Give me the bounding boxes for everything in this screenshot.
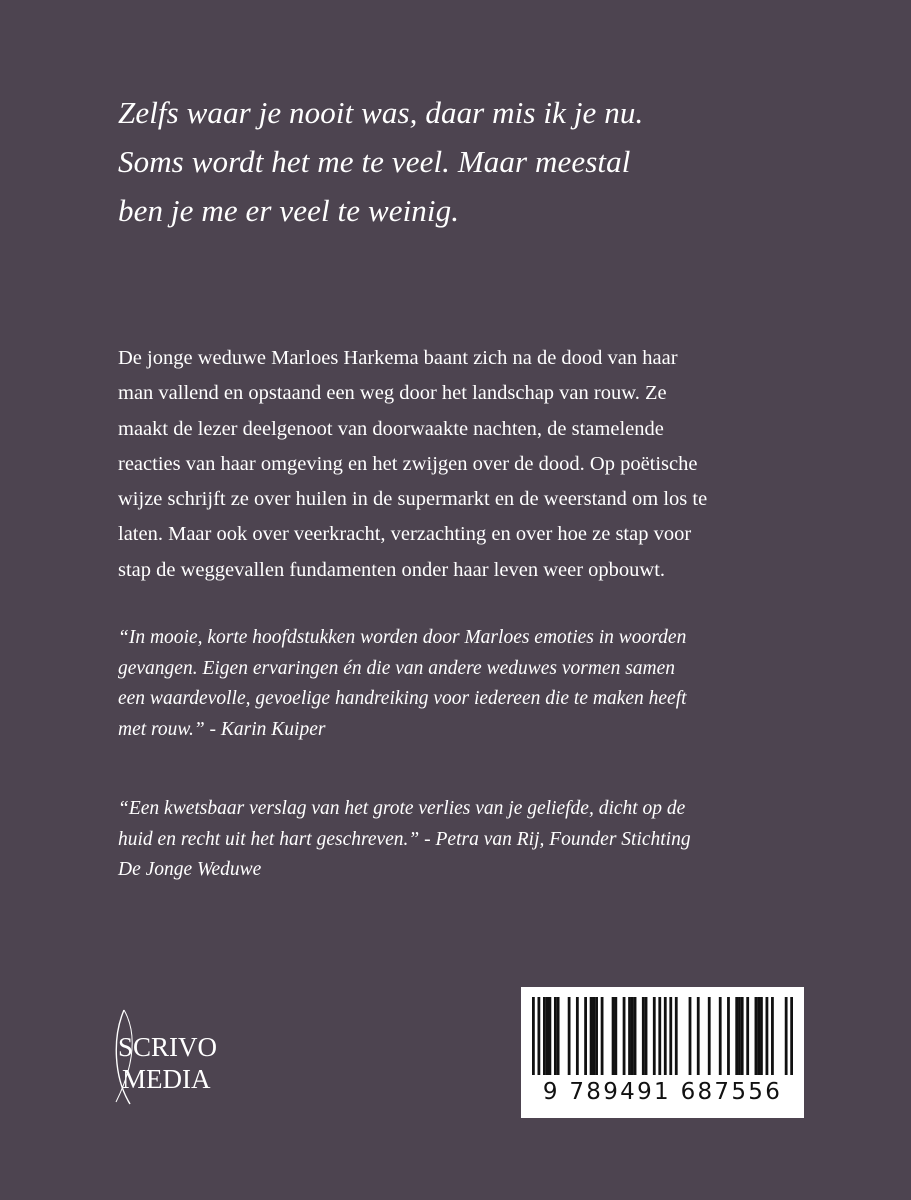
barcode-bar [741, 997, 744, 1075]
tagline-line: Zelfs waar je nooit was, daar mis ik je nu. [118, 95, 644, 130]
barcode-bar [771, 997, 774, 1075]
blurb [118, 341, 858, 588]
tagline [118, 88, 838, 235]
barcode-bar [612, 997, 615, 1075]
blurb-line: maakt de lezer deelgenoot van doorwaakte nachten, de stamelende [118, 417, 664, 440]
barcode-bar [746, 997, 749, 1075]
barcode-bar [675, 997, 678, 1075]
quote-line: “Een kwetsbaar verslag van het grote verlies van je geliefde, dicht op de [118, 798, 686, 819]
blurb-line: stap de weggevallen fundamenten onder haar leven weer opbouwt. [118, 558, 666, 581]
logo-line2: MEDIA [122, 1064, 211, 1094]
barcode-bar [614, 997, 617, 1075]
barcode-bar [628, 997, 631, 1075]
quote-line: “In mooie, korte hoofdstukken worden door Marloes emoties in woorden [118, 627, 687, 648]
barcode-bar [708, 997, 711, 1075]
barcode-bar [532, 997, 535, 1075]
barcode-bar [557, 997, 560, 1075]
barcode-bars-icon [532, 997, 793, 1075]
barcode-bar [645, 997, 648, 1075]
tagline-line: ben je me er veel te weinig. [118, 193, 460, 228]
blurb-line: man vallend en opstaand een weg door het landschap van rouw. Ze [118, 382, 667, 405]
scrivo-media-logo-icon [110, 1008, 250, 1108]
blurb-line: wijze schrijft ze over huilen in de supermarkt en de weerstand om los te [118, 488, 708, 511]
barcode-bar [689, 997, 692, 1075]
quote-line: huid en recht uit het hart geschreven.” - Petra van Rij, Founder Stichting [118, 828, 691, 850]
barcode-bar [719, 997, 722, 1075]
barcode-bar [790, 997, 793, 1075]
barcode-bar [653, 997, 656, 1075]
barcode-bar [546, 997, 549, 1075]
barcode-bar [727, 997, 730, 1075]
barcode-bar [760, 997, 763, 1075]
logo-line1: SCRIVO [118, 1032, 218, 1062]
barcode-bar [757, 997, 760, 1075]
barcode-bar [543, 997, 546, 1075]
quote-line: een waardevolle, gevoelige handreiking voor iedereen die te maken heeft [118, 688, 687, 709]
isbn-barcode [521, 987, 804, 1118]
barcode-bar [568, 997, 571, 1075]
quote-line: met rouw.” - Karin Kuiper [118, 718, 326, 740]
tagline-line: Soms wordt het me te veel. Maar meestal [118, 144, 631, 179]
barcode-bar [634, 997, 637, 1075]
isbn-digits: 9 789491 687556 [542, 1079, 783, 1105]
barcode-bar [664, 997, 667, 1075]
blurb-line: laten. Maar ook over veerkracht, verzachting en over hoe ze stap voor [118, 523, 692, 546]
barcode-bar [697, 997, 700, 1075]
review-quote-petra-van-rij [118, 794, 858, 886]
barcode-bar [785, 997, 788, 1075]
review-quote-karin-kuiper [118, 623, 858, 745]
barcode-bar [595, 997, 598, 1075]
barcode-bar [601, 997, 604, 1075]
quote-line: De Jonge Weduwe [118, 859, 262, 880]
barcode-bar [738, 997, 741, 1075]
barcode-bar [554, 997, 557, 1075]
blurb-line: De jonge weduwe Marloes Harkema baant zich na de dood van haar [118, 347, 678, 369]
barcode-bar [766, 997, 769, 1075]
barcode-bar [631, 997, 634, 1075]
barcode-bar [642, 997, 645, 1075]
barcode-bar [548, 997, 551, 1075]
barcode-bar [658, 997, 661, 1075]
barcode-bar [584, 997, 587, 1075]
blurb-line: reacties van haar omgeving en het zwijgen over de dood. Op poëtische [118, 452, 698, 475]
barcode-bar [592, 997, 595, 1075]
barcode-bar [623, 997, 626, 1075]
publisher-logo [110, 1008, 250, 1108]
barcode-bar [590, 997, 593, 1075]
quote-line: gevangen. Eigen ervaringen én die van andere weduwes vormen samen [118, 657, 676, 679]
barcode-bar [576, 997, 579, 1075]
barcode-bar [735, 997, 738, 1075]
barcode-bar [537, 997, 540, 1075]
barcode-bar [669, 997, 672, 1075]
barcode-bar [755, 997, 758, 1075]
